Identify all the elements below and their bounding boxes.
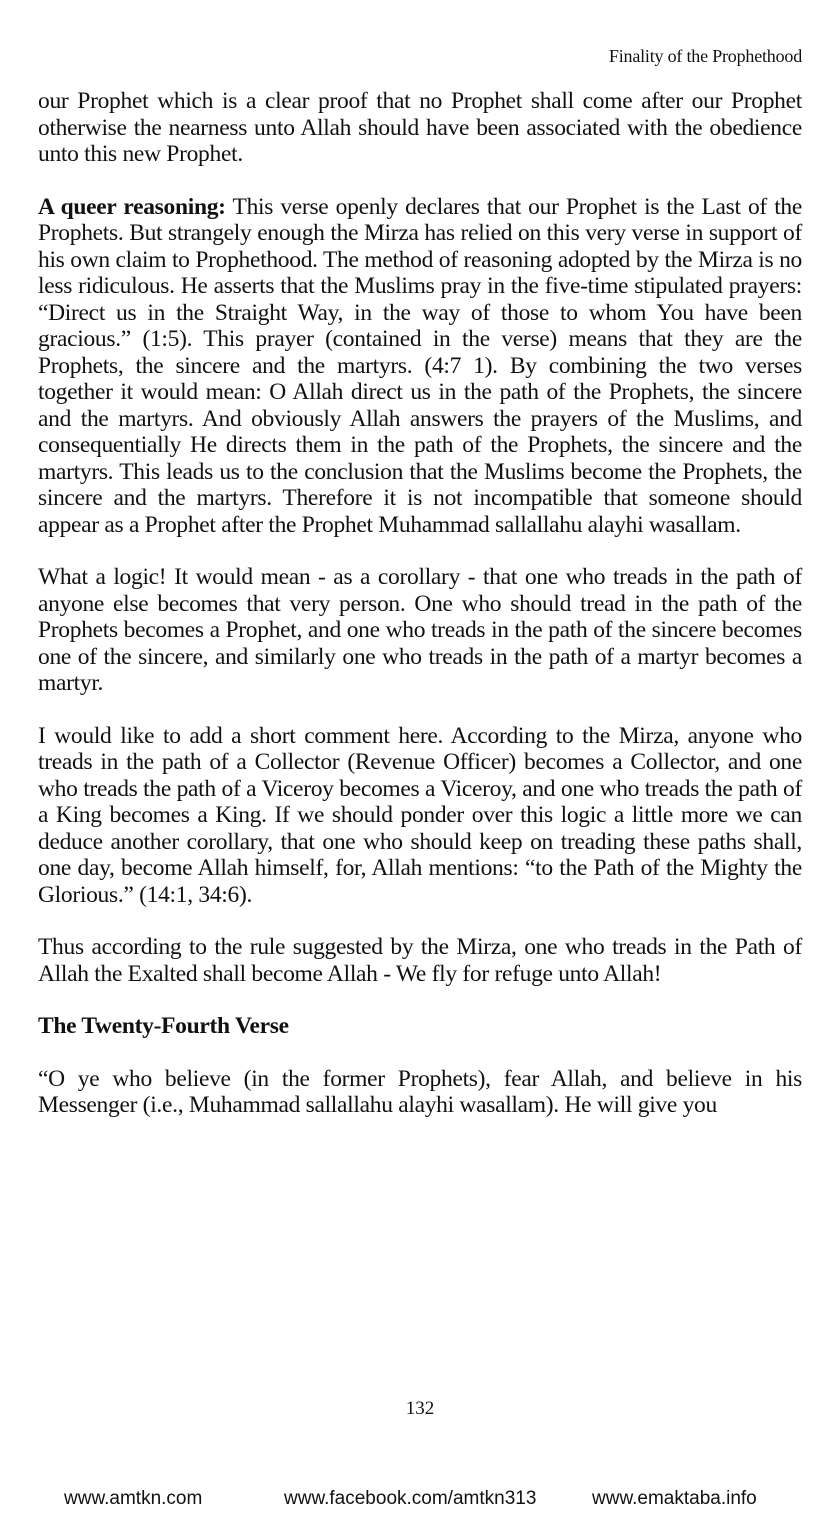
footer-site-facebook[interactable]: www.facebook.com/amtkn313 [284, 1488, 537, 1509]
paragraph-1: our Prophet which is a clear proof that no Prophet shall come after our Prophet otherwise the nearness unto Allah should have been associated with the obedience unto this new Prophet. [38, 88, 802, 167]
paragraph-4: I would like to add a short comment here. According to the Mirza, anyone who treads in the path of a Collector (Revenue Officer) becomes a Collector, and one who treads the path of a Viceroy becomes a Viceroy, and one who treads the path of a King becomes a King. If we should ponder over this logic a little more we can deduce another corollary, that one who should keep on treading these paths shall, one day, become Allah himself, for, Allah mentions: “to the Path of the Mighty the Glorious.” (14:1, 34:6). [38, 722, 802, 908]
section-heading: The Twenty-Fourth Verse [38, 1013, 289, 1039]
paragraph-2-text: This verse openly declares that our Prophet is the Last of the Prophets. But strangely enough the Mirza has relied on this very verse in support of his own claim to Prophethood. The method of reasoning adopted by the Mirza is no less ridiculous. He asserts that the Muslims pray in the five-time stipulated prayers: “Direct us in the Straight Way, in the way of those to whom You have been gracious.” (1:5). This prayer (contained in the verse) means that they are the Prophets, the sincere and the martyrs. (4:7 1). By combining the two verses together it would mean: O Allah direct us in the path of the Prophets, the sincere and the martyrs. And obviously Allah answers the prayers of the Muslims, and consequentially He directs them in the path of the Prophets, the sincere and the martyrs. This leads us to the conclusion that the Muslims become the Prophets, the sincere and the martyrs. Therefore it is not incompatible that someone should appear as a Prophet after the Prophet Muhammad sallallahu alayhi wasallam. [38, 193, 803, 538]
paragraph-2 [38, 194, 802, 539]
paragraph-2-lead: A queer reasoning: [38, 193, 226, 220]
page-number: 132 [405, 1398, 435, 1419]
footer-site-amtkn[interactable]: www.amtkn.com [64, 1488, 203, 1509]
main-text [38, 88, 802, 1119]
paragraph-3: What a logic! It would mean - as a corollary - that one who treads in the path of anyone else becomes that very person. One who should tread in the path of the Prophets becomes a Prophet, and one who treads in the path of the sincere becomes one of the sincere, and similarly one who treads in the path of a martyr becomes a martyr. [38, 564, 802, 696]
footer-site-emaktaba[interactable]: www.emaktaba.info [592, 1488, 757, 1509]
running-title: Finality of the Prophethood [608, 46, 802, 66]
paragraph-5: Thus according to the rule suggested by the Mirza, one who treads in the Path of Allah the Exalted shall become Allah - We fly for refuge unto Allah! [38, 934, 802, 987]
paragraph-6: “O ye who believe (in the former Prophets), fear Allah, and believe in his Messenger (i.e., Muhammad sallallahu alayhi wasallam). He will give you [38, 1065, 802, 1118]
